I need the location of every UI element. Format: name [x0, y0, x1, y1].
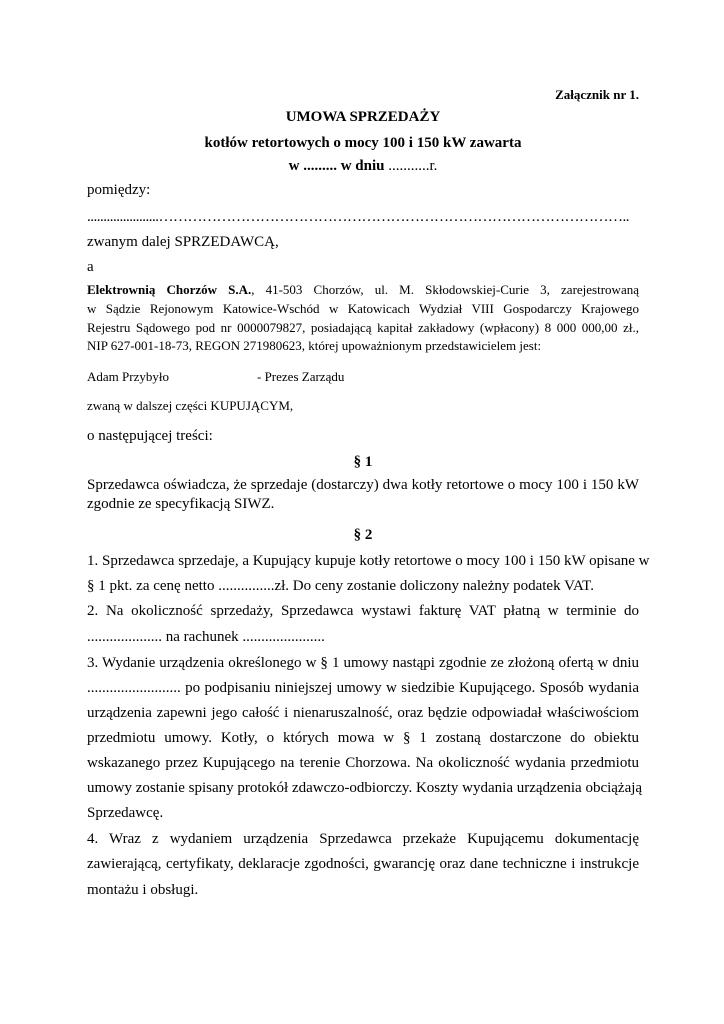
seller-called: zwanym dalej SPRZEDAWCĄ,	[87, 234, 279, 250]
buyer-line-3: Rejestru Sądowego pod nr 0000079827, posiadającą kapitał zakładowy (wpłacony) 8 000 000,00 zł.,	[87, 320, 639, 335]
section-2-line: 3. Wydanie urządzenia określonego w § 1 umowy nastąpi zgodnie ze złożoną ofertą w dniu	[87, 655, 639, 671]
section-2-line: 4. Wraz z wydaniem urządzenia Sprzedawca przekaże Kupującemu dokumentację	[87, 831, 639, 847]
section-1-heading: § 1	[353, 454, 373, 470]
section-2-line: 1. Sprzedawca sprzedaje, a Kupujący kupuje kotły retortowe o mocy 100 i 150 kW opisane w	[87, 553, 650, 569]
representative-role: - Prezes Zarządu	[257, 369, 345, 384]
section-2-line: przedmiotu umowy. Kotły, o których mowa w § 1 zostaną dostarczone do obiektu	[87, 730, 639, 746]
between-label: pomiędzy:	[87, 182, 151, 198]
section-2-line: wskazanego przez Kupującego na terenie Chorzowa. Na okoliczność wydania przedmiotu	[87, 755, 639, 771]
section-2-line: Sprzedawcę.	[87, 805, 164, 821]
buyer-called: zwaną w dalszej części KUPUJĄCYM,	[87, 398, 294, 413]
section-1-line: Sprzedawca oświadcza, że sprzedaje (dostarczy) dwa kotły retortowe o mocy 100 i 150 kW	[87, 477, 639, 493]
section-2-line: umowy zostanie spisany protokół zdawczo-odbiorczy. Koszty wydania urządzenia obciążają	[87, 780, 643, 796]
section-2-line: montażu i obsługi.	[87, 882, 199, 898]
section-2-line: § 1 pkt. za cenę netto ...............zł. Do ceny zostanie doliczony należny podatek VAT.	[87, 578, 594, 594]
and-label: a	[87, 259, 94, 275]
section-1-line: zgodnie ze specyfikacją SIWZ.	[87, 496, 275, 512]
place-date-line	[87, 156, 639, 176]
buyer-name: Elektrownią Chorzów S.A.	[87, 282, 252, 297]
representative-name: Adam Przybyło	[87, 369, 169, 384]
place-date-value: ...........r.	[384, 158, 438, 174]
section-2-line: ......................... po podpisaniu niniejszej umowy w siedzibie Kupującego. Sposób wydania	[87, 680, 639, 696]
buyer-line-4: NIP 627-001-18-73, REGON 271980623, której upoważnionym przedstawicielem jest:	[87, 338, 542, 353]
seller-blank-line: ......................……………………………………………………………………………………..	[87, 209, 629, 225]
document-subtitle: kotłów retortowych o mocy 100 i 150 kW zawarta	[204, 135, 522, 151]
section-2-line: 2. Na okoliczność sprzedaży, Sprzedawca wystawi fakturę VAT płatną w terminie do	[87, 603, 639, 619]
buyer-line-2: w Sądzie Rejonowym Katowice-Wschód w Katowicach Wydział VIII Gospodarczy Krajowego	[87, 301, 639, 316]
place-date-label: w ......... w dniu	[288, 158, 385, 174]
section-2-line: zawierającą, certyfikaty, deklaracje zgodności, gwarancję oraz dane techniczne i instrukcje	[87, 856, 639, 872]
buyer-line-1: Elektrownią Chorzów S.A., 41-503 Chorzów, ul. M. Skłodowskiej-Curie 3, zarejestrowaną	[87, 282, 639, 297]
section-2-line: urządzenia zapewni jego całość i nienaruszalność, oraz będzie odpowiadał właściwościom	[87, 705, 639, 721]
section-2-line: .................... na rachunek ......................	[87, 629, 325, 645]
attachment-label: Załącznik nr 1.	[555, 87, 639, 102]
document-title: UMOWA SPRZEDAŻY	[285, 109, 441, 125]
content-intro: o następującej treści:	[87, 428, 213, 444]
section-2-heading: § 2	[353, 527, 373, 543]
